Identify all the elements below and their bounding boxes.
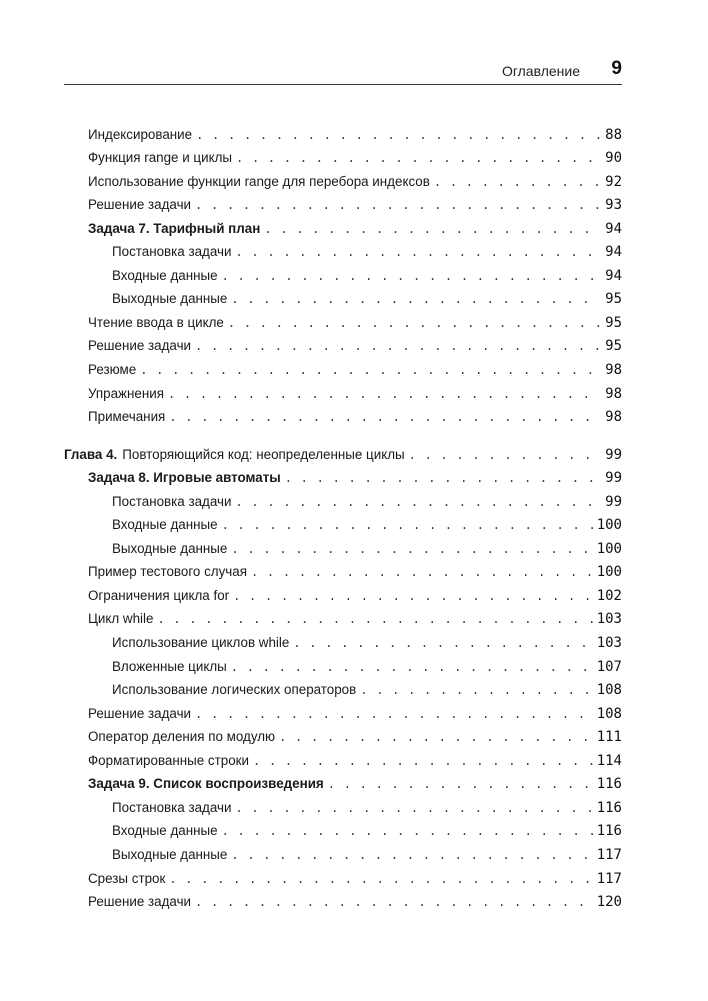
toc-leader-dots bbox=[233, 588, 593, 604]
toc-leader-dots bbox=[195, 706, 593, 722]
toc-leader-dots bbox=[235, 244, 601, 260]
toc-entry-page: 114 bbox=[596, 752, 622, 769]
toc-entry-label: Цикл while bbox=[88, 611, 154, 627]
toc-leader-dots bbox=[195, 338, 601, 354]
toc-entry[interactable] bbox=[64, 213, 622, 237]
toc-entry-page: 98 bbox=[605, 409, 622, 426]
toc-leader-dots bbox=[285, 470, 601, 486]
toc-chapter-label: Повторяющийся код: неопределенные циклы bbox=[122, 446, 405, 462]
toc-entry[interactable] bbox=[64, 769, 622, 793]
toc-entry-page: 90 bbox=[605, 150, 622, 167]
toc-entry-label: Выходные данные bbox=[112, 540, 228, 556]
toc-chapter-page: 99 bbox=[605, 446, 622, 463]
toc-entry[interactable] bbox=[64, 402, 622, 426]
toc-entry-page: 103 bbox=[596, 635, 622, 652]
toc-leader-dots bbox=[409, 447, 601, 463]
toc-entry[interactable] bbox=[64, 378, 622, 402]
toc-entry-page: 116 bbox=[596, 799, 622, 816]
toc-chapter-title bbox=[64, 447, 405, 463]
toc-entry-label: Выходные данные bbox=[112, 291, 228, 307]
toc-entry[interactable] bbox=[64, 580, 622, 604]
toc-entry-page: 95 bbox=[605, 338, 622, 355]
toc-leader-dots bbox=[231, 541, 592, 557]
toc-entry[interactable] bbox=[64, 119, 622, 143]
toc-entry-label: Постановка задачи bbox=[112, 244, 232, 260]
running-header bbox=[64, 58, 622, 85]
toc-leader-dots bbox=[222, 823, 593, 839]
toc-entry-page: 95 bbox=[605, 314, 622, 331]
toc-entry[interactable] bbox=[64, 557, 622, 581]
toc-leader-dots bbox=[140, 362, 601, 378]
toc-entry[interactable] bbox=[64, 143, 622, 167]
toc-entry-page: 93 bbox=[605, 197, 622, 214]
toc-entry-label: Срезы строк bbox=[88, 870, 166, 886]
toc-entry-page: 100 bbox=[596, 564, 622, 581]
toc-entry[interactable] bbox=[64, 698, 622, 722]
toc-leader-dots bbox=[235, 800, 592, 816]
toc-entry-label: Чтение ввода в цикле bbox=[88, 314, 224, 330]
toc-entry[interactable] bbox=[64, 331, 622, 355]
toc-entry-label: Примечания bbox=[88, 409, 166, 425]
toc-entry[interactable] bbox=[64, 486, 622, 510]
toc-entry-page: 94 bbox=[605, 220, 622, 237]
toc-entry-label: Решение задачи bbox=[88, 197, 192, 213]
toc-entry[interactable] bbox=[64, 307, 622, 331]
toc-entry-page: 94 bbox=[605, 244, 622, 261]
toc-entry-label: Задача 9. Список воспроизведения bbox=[88, 776, 324, 792]
toc-entry-label: Входные данные bbox=[112, 823, 218, 839]
toc-chapter-row[interactable] bbox=[64, 439, 622, 463]
toc-leader-dots bbox=[222, 268, 602, 284]
toc-entry-label: Резюме bbox=[88, 362, 137, 378]
toc-entry-label: Входные данные bbox=[112, 267, 218, 283]
toc-leader-dots bbox=[222, 517, 593, 533]
toc-entry-label: Решение задачи bbox=[88, 894, 192, 910]
toc-entry[interactable] bbox=[64, 745, 622, 769]
toc-entry[interactable] bbox=[64, 816, 622, 840]
toc-entry[interactable] bbox=[64, 604, 622, 628]
toc-leader-dots bbox=[231, 659, 593, 675]
toc-chapter-prefix: Глава 4. bbox=[64, 446, 118, 462]
toc-leader-dots bbox=[360, 682, 592, 698]
toc-entry-label: Пример тестового случая bbox=[88, 564, 247, 580]
toc-leader-dots bbox=[235, 494, 601, 510]
toc-entry-page: 94 bbox=[605, 267, 622, 284]
toc-entry[interactable] bbox=[64, 722, 622, 746]
toc-entry-page: 92 bbox=[605, 173, 622, 190]
toc-entry[interactable] bbox=[64, 887, 622, 911]
toc-entry-page: 100 bbox=[596, 517, 622, 534]
toc-entry-page: 102 bbox=[596, 587, 622, 604]
toc-leader-dots bbox=[264, 221, 601, 237]
toc-entry-label: Входные данные bbox=[112, 517, 218, 533]
toc-entry[interactable] bbox=[64, 284, 622, 308]
toc-leader-dots bbox=[434, 174, 601, 190]
toc-entry[interactable] bbox=[64, 863, 622, 887]
toc-entry-label: Решение задачи bbox=[88, 705, 192, 721]
toc-section-after bbox=[64, 463, 622, 910]
toc-entry-page: 116 bbox=[596, 776, 622, 793]
toc-entry-label: Вложенные циклы bbox=[112, 658, 227, 674]
toc-entry-page: 88 bbox=[605, 126, 622, 143]
toc-leader-dots bbox=[195, 197, 601, 213]
toc-entry[interactable] bbox=[64, 260, 622, 284]
toc-entry-label: Постановка задачи bbox=[112, 799, 232, 815]
toc-entry[interactable] bbox=[64, 627, 622, 651]
toc-entry[interactable] bbox=[64, 190, 622, 214]
toc-entry[interactable] bbox=[64, 533, 622, 557]
toc-leader-dots bbox=[168, 386, 601, 402]
toc-entry-label: Использование логических операторов bbox=[112, 682, 357, 698]
chapter-spacer bbox=[64, 425, 622, 439]
toc-section-before bbox=[64, 119, 622, 425]
toc-entry-label: Форматированные строки bbox=[88, 752, 249, 768]
toc-entry-page: 117 bbox=[596, 870, 622, 887]
toc-entry[interactable] bbox=[64, 675, 622, 699]
toc-leader-dots bbox=[169, 409, 601, 425]
toc-leader-dots bbox=[157, 611, 592, 627]
page-number: 9 bbox=[611, 58, 622, 79]
toc-entry-page: 95 bbox=[605, 291, 622, 308]
toc-leader-dots bbox=[231, 291, 601, 307]
toc-entry-page: 98 bbox=[605, 385, 622, 402]
toc-leader-dots bbox=[328, 776, 593, 792]
toc-leader-dots bbox=[251, 564, 593, 580]
toc-leader-dots bbox=[236, 150, 601, 166]
toc-leader-dots bbox=[279, 729, 593, 745]
toc-entry-label: Задача 7. Тарифный план bbox=[88, 220, 261, 236]
toc-entry[interactable] bbox=[64, 510, 622, 534]
toc-entry[interactable] bbox=[64, 651, 622, 675]
toc-entry-page: 116 bbox=[596, 823, 622, 840]
toc-entry-label: Выходные данные bbox=[112, 846, 228, 862]
toc-entry-label: Индексирование bbox=[88, 126, 193, 142]
toc-entry-page: 100 bbox=[596, 540, 622, 557]
toc-leader-dots bbox=[231, 847, 592, 863]
toc-entry-label: Оператор деления по модулю bbox=[88, 729, 276, 745]
toc-leader-dots bbox=[293, 635, 592, 651]
table-of-contents bbox=[64, 119, 622, 910]
toc-entry-label: Использование функции range для перебора индексов bbox=[88, 173, 430, 189]
toc-entry-page: 98 bbox=[605, 362, 622, 379]
running-header-title: Оглавление bbox=[501, 63, 580, 79]
toc-entry-page: 117 bbox=[596, 846, 622, 863]
toc-entry-page: 99 bbox=[605, 493, 622, 510]
toc-leader-dots bbox=[196, 127, 601, 143]
toc-entry[interactable] bbox=[64, 839, 622, 863]
toc-entry-label: Использование циклов while bbox=[112, 635, 290, 651]
toc-leader-dots bbox=[253, 753, 593, 769]
toc-entry[interactable] bbox=[64, 166, 622, 190]
toc-entry-page: 99 bbox=[605, 470, 622, 487]
toc-entry-label: Решение задачи bbox=[88, 338, 192, 354]
toc-entry[interactable] bbox=[64, 237, 622, 261]
toc-entry-page: 103 bbox=[596, 611, 622, 628]
toc-entry-label: Функция range и циклы bbox=[88, 150, 233, 166]
toc-entry-page: 108 bbox=[596, 705, 622, 722]
toc-entry-page: 111 bbox=[596, 729, 622, 746]
toc-entry[interactable] bbox=[64, 354, 622, 378]
toc-entry-page: 108 bbox=[596, 682, 622, 699]
toc-entry[interactable] bbox=[64, 792, 622, 816]
toc-entry-label: Ограничения цикла for bbox=[88, 587, 230, 603]
toc-entry-page: 107 bbox=[596, 658, 622, 675]
toc-leader-dots bbox=[228, 315, 601, 331]
toc-entry[interactable] bbox=[64, 463, 622, 487]
toc-entry-page: 120 bbox=[596, 894, 622, 911]
toc-entry-label: Постановка задачи bbox=[112, 493, 232, 509]
toc-entry-label: Задача 8. Игровые автоматы bbox=[88, 470, 281, 486]
toc-leader-dots bbox=[169, 871, 592, 887]
toc-leader-dots bbox=[195, 894, 593, 910]
toc-entry-label: Упражнения bbox=[88, 385, 164, 401]
